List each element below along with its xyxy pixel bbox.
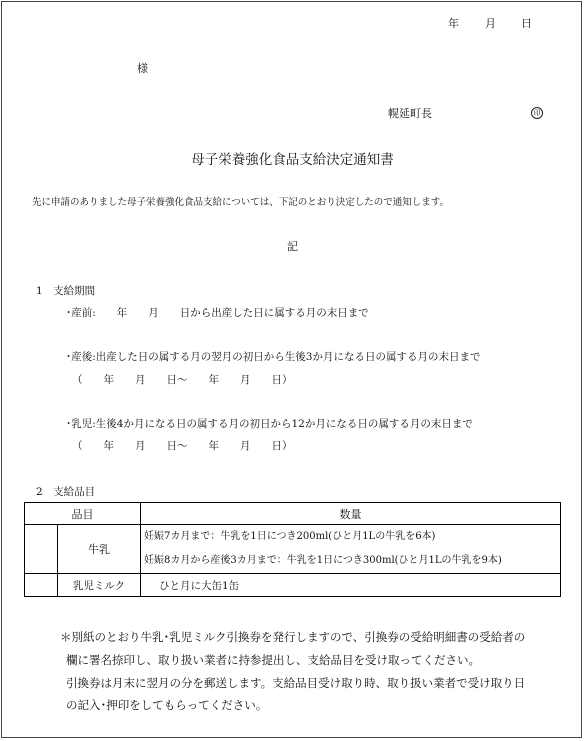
section1-heading: 1 支給期間 — [36, 285, 96, 297]
item-milk: 牛乳 — [58, 525, 141, 574]
table-row — [25, 525, 561, 550]
note-line-4: の記入･押印をしてもらってください。 — [66, 698, 268, 712]
date-day: 日 — [521, 17, 532, 30]
issuer-name: 幌延町長 — [388, 107, 432, 120]
recipient-honorific: 様 — [137, 62, 148, 75]
note-line-2: 欄に署名捺印し、取り扱い業者に持参提出し、支給品目を受け取ってください。 — [66, 653, 480, 667]
note-line-3: 引換券は月末に翌月の分を郵送します。支給品目受け取り時、取り扱い業者で受け取り日 — [66, 676, 526, 690]
infant-period: ･乳児:生後4か月になる日の属する月の初日から12か月になる日の属する月の末日まで — [66, 418, 473, 430]
milk-quantity-2: 妊娠8カ月から産後3カ月まで：牛乳を1日につき300ml(ひと月1Lの牛乳を9本) — [141, 549, 561, 574]
postnatal-dates: （ 年 月 日～ 年 月 日） — [72, 374, 293, 386]
milk-quantity-1: 妊娠7カ月まで：牛乳を1日につき200ml(ひと月1Lの牛乳を6本) — [141, 525, 561, 550]
blank-cell — [25, 574, 58, 597]
document-frame — [1, 1, 582, 738]
header-item: 品目 — [25, 503, 141, 525]
item-infant-milk: 乳児ミルク — [58, 574, 141, 597]
supply-items-table — [24, 502, 561, 597]
header-quantity: 数量 — [141, 503, 561, 525]
document-title: 母子栄養強化食品支給決定通知書 — [191, 152, 394, 168]
infant-dates: （ 年 月 日～ 年 月 日） — [72, 440, 293, 452]
table-row — [25, 574, 561, 597]
ki-heading: 記 — [287, 240, 298, 253]
seal-mark: 印 — [531, 107, 543, 119]
blank-cell — [25, 525, 58, 574]
table-header-row — [25, 503, 561, 525]
section2-heading: 2 支給品目 — [36, 486, 96, 498]
note-line-1: ＊別紙のとおり牛乳･乳児ミルク引換券を発行しますので、引換券の受給明細書の受給者の — [60, 630, 526, 644]
date-month: 月 — [485, 17, 496, 30]
infant-milk-quantity: ひと月に大缶1缶 — [141, 574, 561, 597]
date-year: 年 — [448, 17, 459, 30]
postnatal-period: ･産後:出産した日の属する月の翌月の初日から生後3か月になる日の属する月の末日まで — [66, 351, 481, 363]
intro-text: 先に申請のありました母子栄養強化食品支給については、下記のとおり決定したので通知します。 — [32, 197, 450, 208]
prenatal-period: ･産前: 年 月 日から出産した日に属する月の末日まで — [66, 307, 369, 319]
